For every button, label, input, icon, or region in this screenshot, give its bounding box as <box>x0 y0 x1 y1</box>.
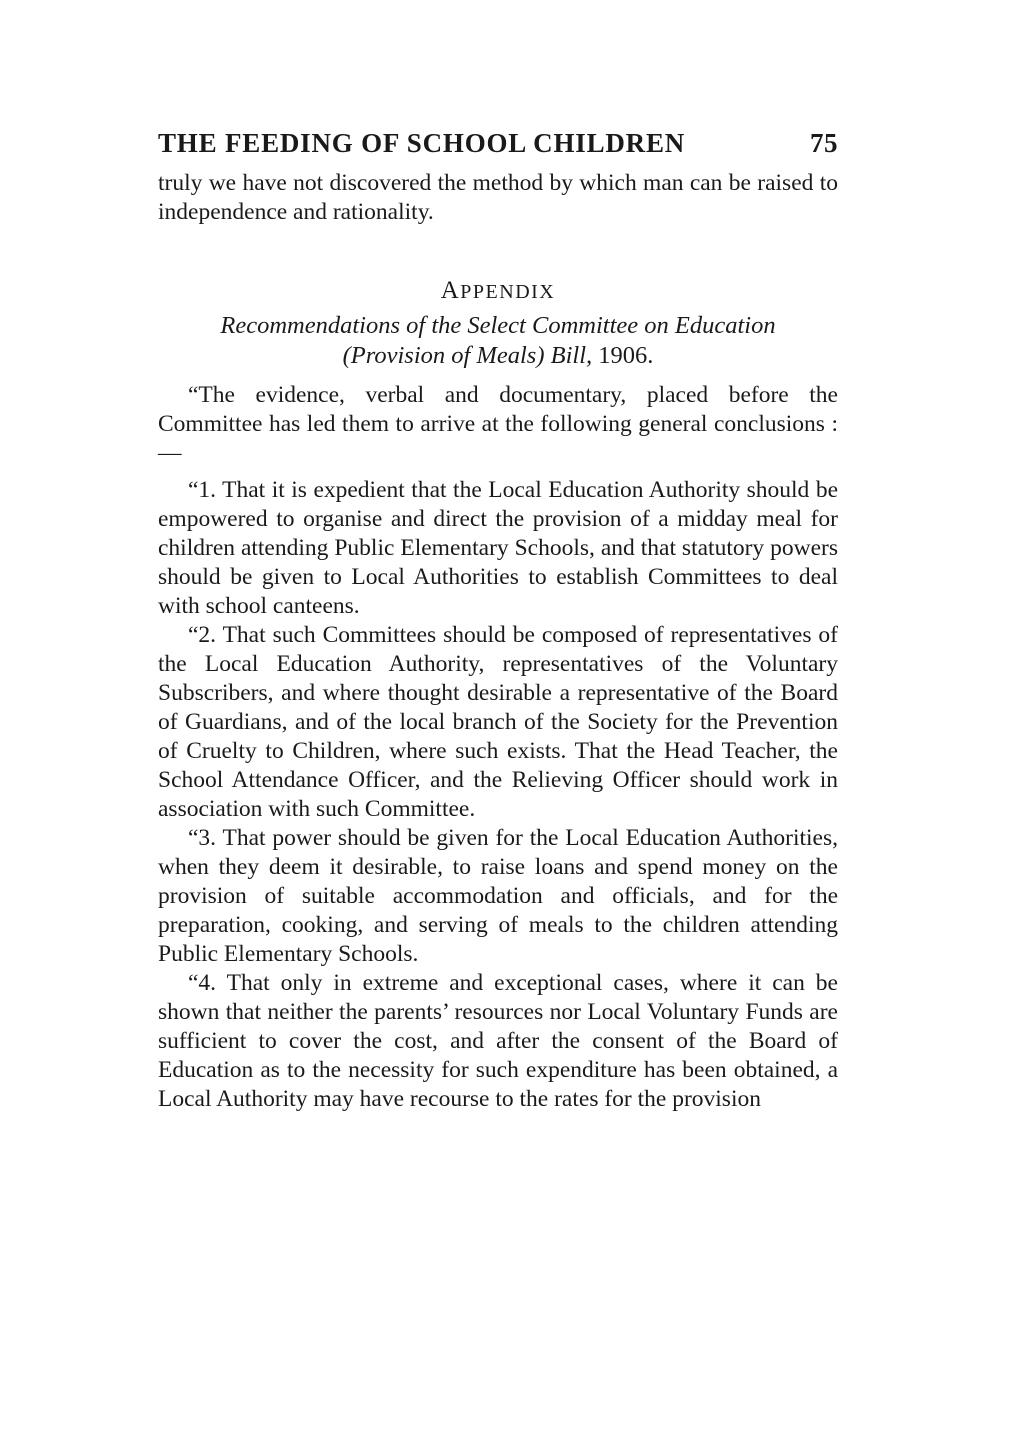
book-page <box>158 128 838 1114</box>
appendix-subtitle-line2 <box>158 341 838 371</box>
running-header <box>158 128 838 159</box>
appendix-heading <box>158 277 838 305</box>
appendix-subtitle-year: 1906. <box>598 342 654 369</box>
page-number: 75 <box>810 128 838 158</box>
opening-paragraph: truly we have not discovered the method by which man can be raised to independence and rationality. <box>158 170 838 225</box>
appendix-subtitle <box>158 311 838 371</box>
appendix-subtitle-bill: (Provision of Meals) Bill, <box>342 342 593 369</box>
recommendation-3: “3. That power should be given for the Local Education Authorities, when they deem it desirable, to raise loans and spend money on the provision of suitable accommodation and officials, and for the preparation, cooking, and serving of meals to the children attending Public Elementary Schools. <box>158 825 838 967</box>
appendix-subtitle-line1: Recommendations of the Select Committee on Education <box>220 312 776 339</box>
recommendation-1: “1. That it is expedient that the Local Education Authority should be empowered to organise and direct the provision of a midday meal for children attending Public Elementary Schools, and that statutory powers should be given to Local Authorities to establish Committees to deal with school canteens. <box>158 477 838 619</box>
quote-intro: “The evidence, verbal and documentary, placed before the Committee has led them to arrive at the following general conclusions :— <box>158 382 838 466</box>
appendix-heading-initial: A <box>440 277 461 304</box>
recommendation-2: “2. That such Committees should be composed of representatives of the Local Education Authority, representatives of the Voluntary Subscribers, and where thought desirable a representative of the Board of Guardians, and of the local branch of the Society for the Prevention of Cruelty to Children, where such exists. That the Head Teacher, the School Attendance Officer, and the Relieving Officer should work in association with such Committee. <box>158 622 838 822</box>
appendix-heading-rest: PPENDIX <box>460 281 556 303</box>
running-title: THE FEEDING OF SCHOOL CHILDREN <box>158 128 686 158</box>
recommendation-4: “4. That only in extreme and exceptional cases, where it can be shown that neither the parents’ resources nor Local Voluntary Funds are sufficient to cover the cost, and after the consent of the Board of Education as to the necessity for such expenditure has been obtained, a Local Authority may have recourse to the rates for the provision <box>158 970 838 1112</box>
